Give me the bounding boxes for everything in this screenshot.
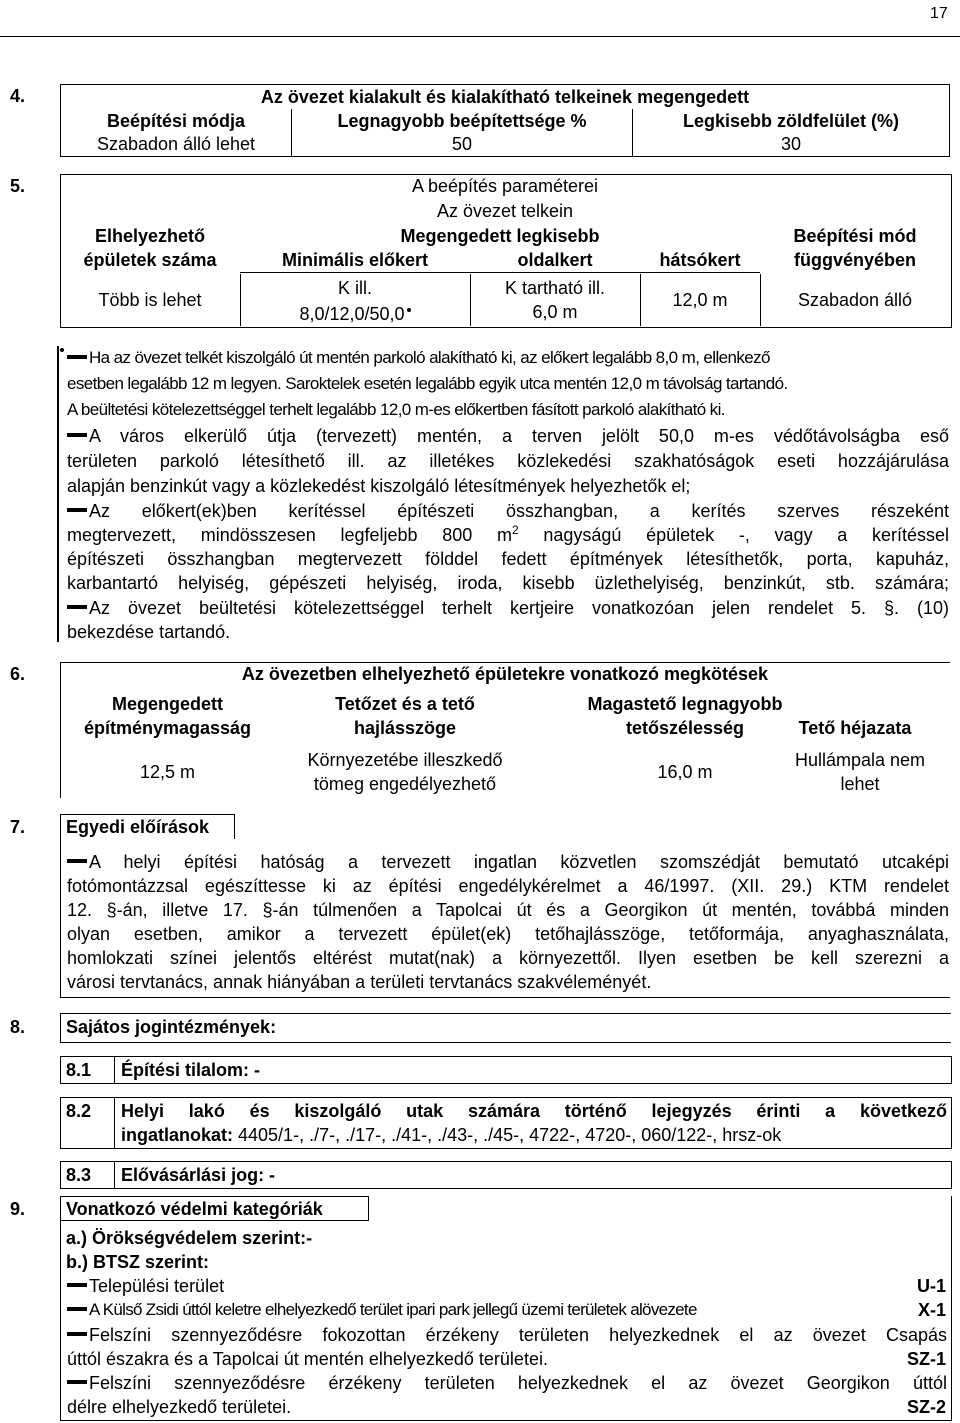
s5-row-count: Több is lehet: [98, 290, 202, 310]
s5-para1-line1: A város elkerülő útja (tervezett) mentén, a terven jelölt 50,0 m-es védőtávolságba eső: [67, 424, 949, 448]
dash-icon: [67, 355, 87, 359]
s5-title: A beépítés paraméterei: [411, 176, 599, 196]
s4-number: 4.: [10, 86, 26, 106]
s5-para2-line3: építészeti összhangban megtervezett földdel fedett építmények létesíthetők, porta, kapuház,: [67, 549, 949, 569]
s9-item2: A Külső Zsidi úttól keletre elhelyezkedő terület ipari park jellegű üzemi területek alövezete: [67, 1298, 697, 1322]
s4-table: [60, 84, 950, 157]
s4-title: Az övezet kialakult és kialakítható telkeinek megengedett: [260, 86, 750, 107]
s8-2-number: 8.2: [66, 1101, 92, 1121]
s7-left-rule: [60, 838, 61, 998]
s5-last-head2: függvényében: [793, 250, 917, 270]
s5-row-front1: K ill.: [337, 278, 372, 298]
s5-row-side1: K tartható ill.: [504, 278, 606, 298]
s9-item1-code: U-1: [916, 1276, 946, 1296]
s5-para3-line2: bekezdése tartandó.: [67, 622, 231, 642]
header-rule: [0, 36, 960, 37]
s8-3-number: 8.3: [66, 1165, 92, 1185]
s5-number: 5.: [10, 176, 26, 196]
s8-1-number: 8.1: [66, 1060, 92, 1080]
s7-title: Egyedi előírások: [66, 817, 210, 837]
s5-para2-line2: megtervezett, mindösszesen legfeljebb 800 $m^2$ nagyságú épületek -, vagy a kerítéssel: [67, 523, 949, 545]
s6-val-roof2: tömeg engedélyezhető: [313, 774, 497, 794]
s5-note-line2: esetben legalább 12 m legyen. Saroktelek esetén legalább egyik utca mentén 12,0 m távolság tartandó.: [67, 374, 788, 393]
s6-head-roof1: Tetőzet és a tető: [335, 694, 475, 714]
s5-para1-line2: területen parkoló létesíthető ill. az illetékes közlekedési szakhatóságok eseti hozzájárulása: [67, 451, 949, 471]
s5-para1-line3: alapján benzinkút vagy a közlekedést kiszolgáló létesítmények helyezhetők el;: [67, 476, 691, 496]
s4-header-mode: Beépítési módja: [61, 109, 292, 133]
s6-val-cover2: lehet: [840, 774, 880, 794]
s4-header-coverage: Legnagyobb beépítettsége %: [292, 109, 633, 133]
s9-title: Vonatkozó védelmi kategóriák: [66, 1199, 323, 1219]
dash-icon: [67, 1307, 87, 1311]
s7-bottom-rule: [60, 997, 950, 998]
dash-icon: [67, 1283, 87, 1287]
s8-3-text: Elővásárlási jog: -: [121, 1165, 276, 1185]
s8-number: 8.: [10, 1017, 26, 1037]
s5-subtitle: Az övezet telkein: [436, 201, 574, 221]
s9-item4-line2: délre elhelyezkedő területei.: [67, 1397, 292, 1417]
s6-val-cover1: Hullámpala nem: [794, 750, 926, 770]
s8-2-line1: Helyi lakó és kiszolgáló utak számára történő lejegyzés érinti a következő: [121, 1101, 947, 1121]
s5-col1-head2: épületek száma: [83, 250, 217, 270]
s5-para2-line1: Az előkert(ek)ben kerítéssel építészeti összhangban, a kerítés szerves részeként: [67, 499, 949, 523]
s6-head-height2: építménymagasság: [83, 718, 252, 738]
s8-1-divider: [114, 1056, 115, 1084]
s6-head-width1: Magastető legnagyobb: [587, 694, 783, 714]
s6-head-roof2: hajlásszöge: [353, 718, 457, 738]
s5-row-front2: 8,0/12,0/50,0: [240, 302, 470, 326]
s6-val-roof1: Környezetébe illeszkedő: [307, 750, 503, 770]
s6-val-height: 12,5 m: [139, 762, 196, 782]
dash-icon: [67, 605, 87, 609]
dash-icon: [67, 1332, 87, 1336]
s6-number: 6.: [10, 664, 26, 684]
s4-cell-green: 30: [780, 134, 802, 155]
s4-cell-coverage: 50: [292, 133, 633, 157]
s8-1-text: Építési tilalom: -: [121, 1060, 261, 1080]
s5-row-mode: Szabadon álló: [797, 290, 913, 310]
page-number: 17: [930, 5, 948, 22]
s8-2-divider: [114, 1097, 115, 1149]
s6-head-height1: Megengedett: [111, 694, 223, 714]
s5-note-line1: Ha az övezet telkét kiszolgáló út mentén parkoló alakítható ki, az előkert legalább 8,0 m, ellenkező: [67, 346, 770, 370]
dash-icon: [67, 508, 87, 512]
s5-mid-head: Megengedett legkisebb: [400, 226, 600, 246]
s5-sub-front: Minimális előkert: [281, 250, 429, 270]
s6-head-cover: Tető héjazata: [798, 718, 912, 738]
s8-title: Sajátos jogintézmények:: [66, 1017, 277, 1037]
s8-2-line2: ingatlanokat: 4405/1-, ./7-, ./17-, ./41-, ./43-, ./45-, 4722-, 4720-, 060/122-, hrsz-ok: [121, 1125, 782, 1145]
s7-line1: A helyi építési hatóság a tervezett ingatlan közvetlen szomszédját bemutató utcaképi: [67, 850, 949, 874]
s4-header-green: Legkisebb zöldfelület (%): [682, 110, 900, 131]
s9-item3-code: SZ-1: [906, 1349, 946, 1369]
s9-item4-line1: Felszíni szennyeződésre érzékeny területen helyezkednek el az övezet Georgikon úttól: [67, 1371, 947, 1395]
s5-notes-bar: [57, 346, 59, 642]
s7-line4: olyan esetben, amikor a tervezett épület(ek) tetőhajlásszöge, tetőformája, anyaghasználata,: [67, 924, 949, 944]
s7-line3: 12. §-án, illetve 17. §-án túlmenően a Tapolcai út és a Georgikon út mentén, továbbá minden: [67, 900, 949, 920]
s5-last-head1: Beépítési mód: [793, 226, 917, 246]
s5-para2-line4: karbantartó helyiség, gépészeti helyiség, iroda, kisebb üzlethelyiség, benzinkút, stb. számára;: [67, 573, 949, 593]
s5-row-divider: [240, 272, 760, 273]
s7-line6: városi tervtanács, annak hiányában a területi tervtanács szakvéleményét.: [67, 972, 652, 992]
s5-col1-head1: Elhelyezhető: [94, 226, 206, 246]
s9-item3-line2: úttól északra és a Tapolcai út mentén elhelyezkedő területei.: [67, 1349, 548, 1369]
s5-sub-side: oldalkert: [517, 250, 593, 270]
s5-para3-line1: Az övezet beültetési kötelezettséggel terhelt kertjeire vonatkozóan jelen rendelet 5. §. (10): [67, 596, 949, 620]
s9-item4-code: SZ-2: [906, 1397, 946, 1417]
dash-icon: [67, 1380, 87, 1384]
s9-title-rule-end: [368, 1196, 369, 1221]
s9-item1: Települési terület: [67, 1274, 224, 1298]
s9-item3-line1: Felszíni szennyeződésre fokozottan érzékeny területen helyezkednek el az övezet Csapás: [67, 1323, 947, 1347]
s9-number: 9.: [10, 1199, 26, 1219]
s9-item2-code: X-1: [917, 1300, 946, 1320]
s8-3-divider: [114, 1161, 115, 1189]
s6-head-width2: tetőszélesség: [625, 718, 745, 738]
dash-icon: [67, 433, 87, 437]
s5-row-side2: 6,0 m: [532, 302, 578, 322]
dash-icon: [67, 859, 87, 863]
s9-btsz: b.) BTSZ szerint:: [66, 1252, 209, 1272]
s6-title: Az övezetben elhelyezhető épületekre vonatkozó megkötések: [241, 664, 769, 684]
s7-line5: homlokzati színei jelentős eltérést mutat(nak) a környezettől. Ilyen esetben be kell szerezni a: [67, 948, 949, 968]
s7-number: 7.: [10, 817, 26, 837]
s4-cell-mode: Szabadon álló lehet: [61, 133, 292, 157]
s5-row-rear: 12,0 m: [672, 290, 728, 310]
s6-val-width: 16,0 m: [657, 762, 713, 782]
bullet-icon: [60, 348, 64, 352]
s9-heritage: a.) Örökségvédelem szerint:-: [66, 1228, 313, 1248]
s5-sub-rear: hátsókert: [659, 250, 741, 270]
s7-line2: fotómontázzsal egészíttesse ki az építési engedélykérelmet a 46/1997. (XII. 29.) KTM rendelet: [67, 876, 949, 896]
s5-note-line3: A beültetési kötelezettséggel terhelt legalább 12,0 m-es előkertben fásított parkoló alakítható ki.: [67, 400, 725, 419]
